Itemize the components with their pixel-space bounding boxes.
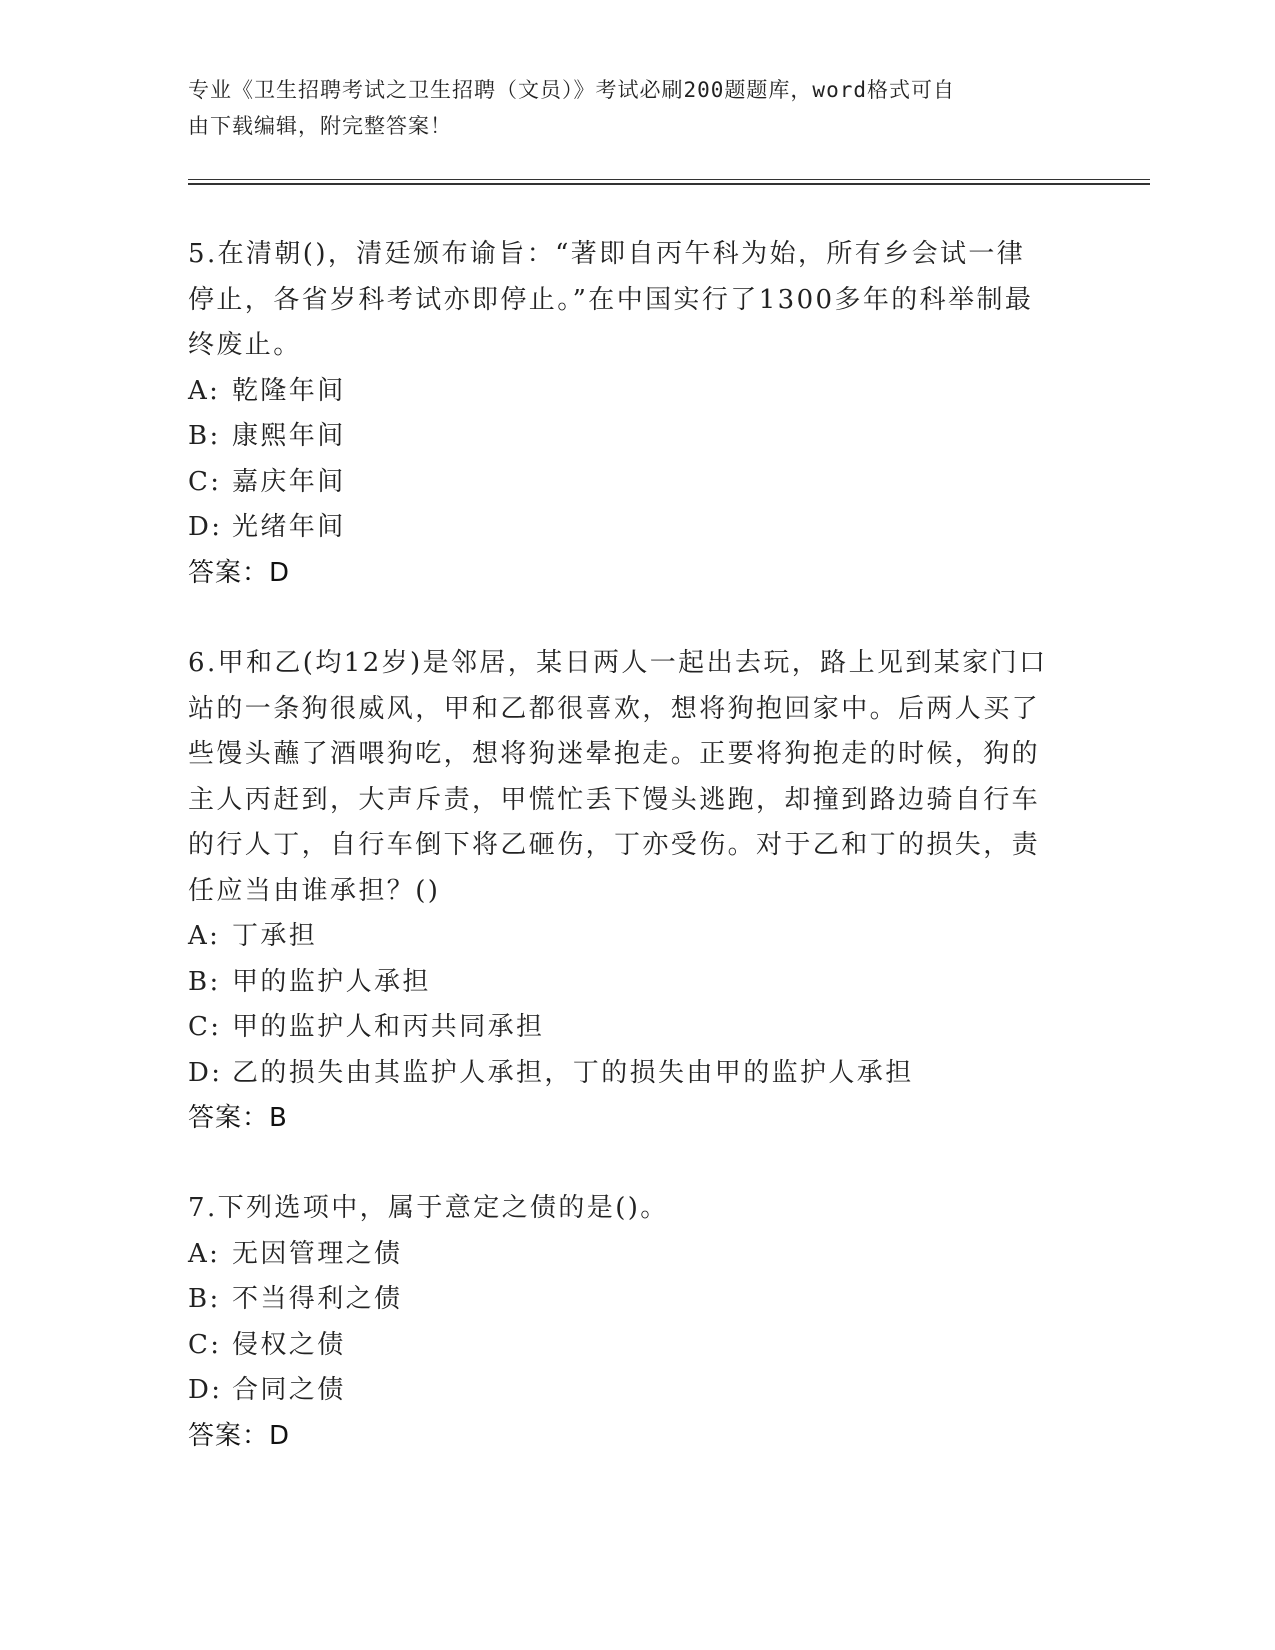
question-stem: [188, 232, 1068, 369]
option-key: C:: [188, 1329, 222, 1360]
option-key: C:: [188, 1012, 222, 1042]
option-text: 甲的监护人承担: [232, 966, 431, 997]
option-text: 康熙年间: [232, 421, 346, 451]
option-text: 侵权之债: [232, 1329, 346, 1360]
question-6: [188, 641, 1068, 1142]
stem-line: 主人丙赶到，大声斥责，甲慌忙丢下馒头逃跑，却撞到路边骑自行车: [188, 784, 1041, 815]
stem-line: 停止，各省岁科考试亦即停止。”在中国实行了1300多年的科举制最: [188, 284, 1034, 315]
option-key: A:: [188, 1238, 221, 1269]
option-text: 甲的监护人和丙共同承担: [232, 1012, 545, 1042]
option-text: 嘉庆年间: [232, 466, 346, 497]
option-text: 无因管理之债: [232, 1238, 403, 1269]
question-stem: [188, 1186, 1068, 1232]
stem-line: 的行人丁，自行车倒下将乙砸伤，丁亦受伤。对于乙和丁的损失，责: [188, 830, 1041, 860]
stem-line: 任应当由谁承担？(): [188, 875, 441, 906]
option-c: [188, 1323, 1068, 1369]
document-header: [188, 72, 1068, 144]
question-7: [188, 1186, 1068, 1459]
option-text: 乙的损失由其监护人承担，丁的损失由甲的监护人承担: [232, 1057, 914, 1088]
header-divider-thin: [188, 179, 1150, 180]
answer-line: 答案：D: [188, 1420, 291, 1451]
option-a: [188, 914, 1068, 960]
option-key: D:: [188, 1057, 223, 1088]
option-b: [188, 1277, 1068, 1323]
stem-line: 6.甲和乙(均12岁)是邻居，某日两人一起出去玩，路上见到某家门口: [188, 648, 1048, 678]
stem-line: 5.在清朝()，清廷颁布谕旨：“著即自丙午科为始，所有乡会试一律: [188, 239, 1026, 269]
question-5: [188, 232, 1068, 596]
option-text: 光绪年间: [232, 512, 346, 542]
option-c: [188, 1005, 1068, 1051]
stem-line: 7.下列选项中，属于意定之债的是()。: [188, 1193, 669, 1223]
option-a: [188, 369, 1068, 415]
header-divider-thick: [188, 183, 1150, 185]
option-text: 不当得利之债: [232, 1284, 403, 1314]
option-key: A:: [188, 921, 221, 951]
option-b: [188, 414, 1068, 460]
option-key: B:: [188, 421, 221, 451]
stem-line: 终废止。: [188, 330, 302, 360]
option-key: D:: [188, 1375, 223, 1405]
option-a: [188, 1232, 1068, 1278]
option-key: B:: [188, 1284, 221, 1314]
stem-line: 站的一条狗很威风，甲和乙都很喜欢，想将狗抱回家中。后两人买了: [188, 693, 1041, 724]
option-d: [188, 1051, 1068, 1097]
option-b: [188, 960, 1068, 1006]
header-line-1: 专业《卫生招聘考试之卫生招聘（文员）》考试必刷200题题库，word格式可自: [188, 78, 955, 102]
option-c: [188, 460, 1068, 506]
option-key: B:: [188, 966, 221, 997]
option-list: [188, 1232, 1068, 1414]
option-list: [188, 369, 1068, 551]
option-key: D:: [188, 512, 223, 542]
header-line-2: 由下载编辑，附完整答案！: [188, 114, 452, 138]
option-key: C:: [188, 466, 222, 497]
answer-line: 答案：D: [188, 557, 291, 588]
option-key: A:: [188, 375, 221, 406]
question-stem: [188, 641, 1068, 914]
answer-line: 答案：B: [188, 1103, 288, 1133]
option-d: [188, 505, 1068, 551]
option-text: 乾隆年间: [232, 375, 346, 406]
stem-line: 些馒头蘸了酒喂狗吃，想将狗迷晕抱走。正要将狗抱走的时候，狗的: [188, 739, 1041, 769]
option-list: [188, 914, 1068, 1096]
option-text: 丁承担: [232, 921, 318, 951]
option-text: 合同之债: [232, 1375, 346, 1405]
option-d: [188, 1368, 1068, 1414]
